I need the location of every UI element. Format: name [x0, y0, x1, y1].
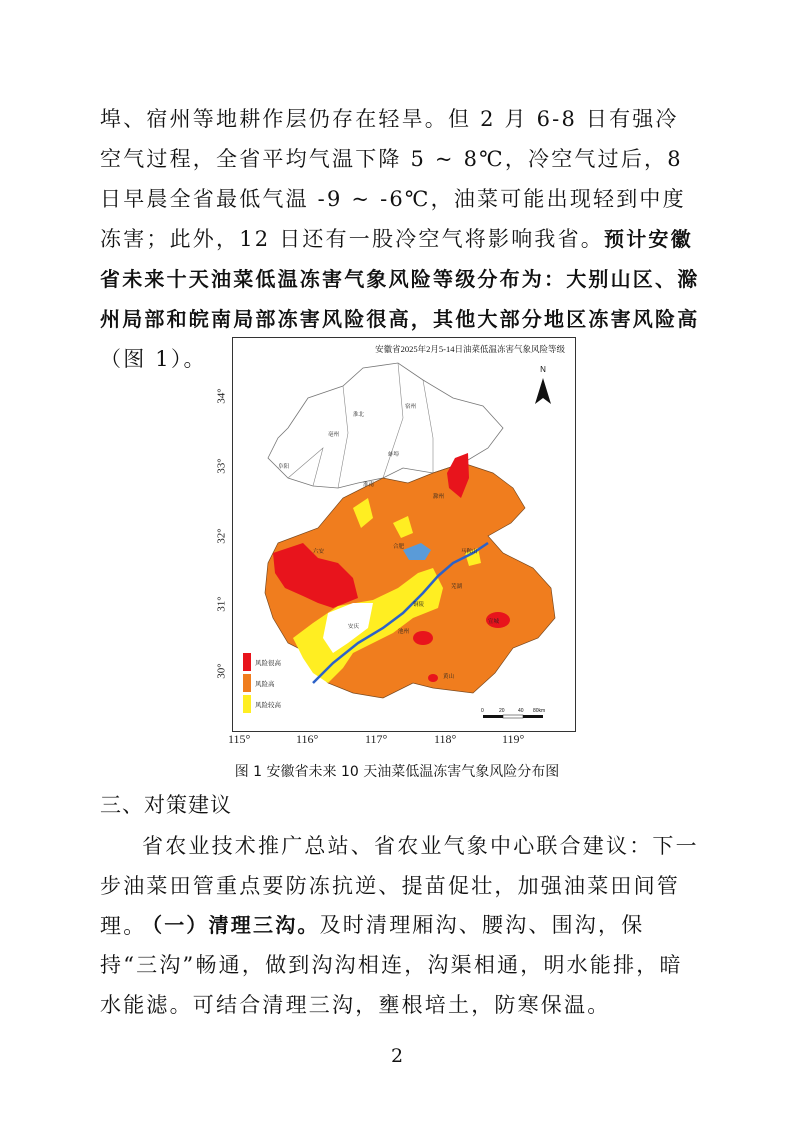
north-label: N	[540, 365, 546, 374]
lon-tick: 116°	[296, 732, 319, 746]
city-label: 安庆	[348, 624, 360, 630]
risk-map	[232, 337, 576, 732]
svg-text:80km: 80km	[533, 708, 546, 714]
city-label: 宿州	[405, 404, 417, 410]
lat-tick: 33°	[215, 458, 228, 474]
intro-text: 埠、宿州等地耕作层仍存在轻旱。但 2 月 6-8 日有强冷空气过程，全省平均气温下降 5 ~ 8℃，冷空气过后，8 日早晨全省最低气温 -9 ~ -6℃，油菜可能出现轻到中度冻害；此外，12 日还有一股冷空气将影响我省。	[100, 107, 686, 251]
city-label: 亳州	[328, 432, 340, 438]
lat-tick: 31°	[215, 596, 228, 612]
figure-caption: 图 1 安徽省未来 10 天油菜低温冻害气象风险分布图	[234, 764, 560, 780]
north-arrow-icon	[535, 378, 551, 404]
city-label: 铜陵	[413, 602, 425, 608]
scale-bar	[481, 708, 545, 718]
map-title: 安徽省2025年2月5-14日油菜低温冻害气象风险等级	[375, 344, 565, 354]
lon-tick: 115°	[228, 732, 251, 746]
city-label: 黄山	[443, 674, 455, 680]
city-label: 阜阳	[278, 464, 290, 470]
svg-text:0: 0	[481, 708, 484, 714]
legend-very-high: 风险很高	[255, 659, 281, 667]
city-label: 池州	[398, 629, 410, 635]
svg-text:20: 20	[499, 708, 505, 714]
city-label: 淮南	[363, 482, 375, 488]
intro-tail: （图 1）。	[100, 347, 207, 371]
lat-tick: 34°	[215, 388, 228, 404]
legend-high: 风险高	[255, 680, 275, 688]
measure-1-title: （一）清理三沟。	[142, 913, 320, 937]
lat-tick: 32°	[215, 528, 228, 544]
lon-tick: 117°	[365, 732, 388, 746]
svg-text:40: 40	[518, 708, 524, 714]
measure-1-text: 及时清理厢沟、腰沟、围沟，保持“三沟”畅通，做到沟沟相连，沟渠相通，明水能排，暗水能滤。可结合清理三沟，壅根培土，防寒保温。	[100, 913, 683, 1017]
map-svg	[233, 338, 575, 731]
legend-moderate: 风险较高	[255, 701, 281, 709]
intro-bold: 预计安徽省未来十天油菜低温冻害气象风险等级分布为：大别山区、滁州局部和皖南局部冻害风险很高，其他大部分地区冻害风险高	[100, 227, 700, 331]
city-label: 六安	[313, 549, 325, 555]
city-label: 合肥	[393, 544, 405, 550]
city-label: 滁州	[433, 494, 445, 500]
city-label: 淮北	[353, 412, 365, 418]
city-label: 马鞍山	[461, 549, 478, 555]
city-label: 宣城	[488, 619, 500, 625]
lat-tick: 30°	[215, 663, 228, 679]
lon-tick: 119°	[502, 732, 525, 746]
paragraph-measure-1	[100, 905, 700, 1025]
paragraph-suggestion: 省农业技术推广总站、省农业气象中心联合建议：下一步油菜田管重点要防冻抗逆、提苗促壮，加强油菜田间管理。	[100, 834, 699, 938]
page-number: 2	[390, 1045, 404, 1067]
section-heading: 三、对策建议	[100, 793, 232, 817]
city-label: 蚌埠	[388, 452, 400, 458]
city-label: 芜湖	[451, 584, 463, 590]
lon-tick: 118°	[434, 732, 457, 746]
